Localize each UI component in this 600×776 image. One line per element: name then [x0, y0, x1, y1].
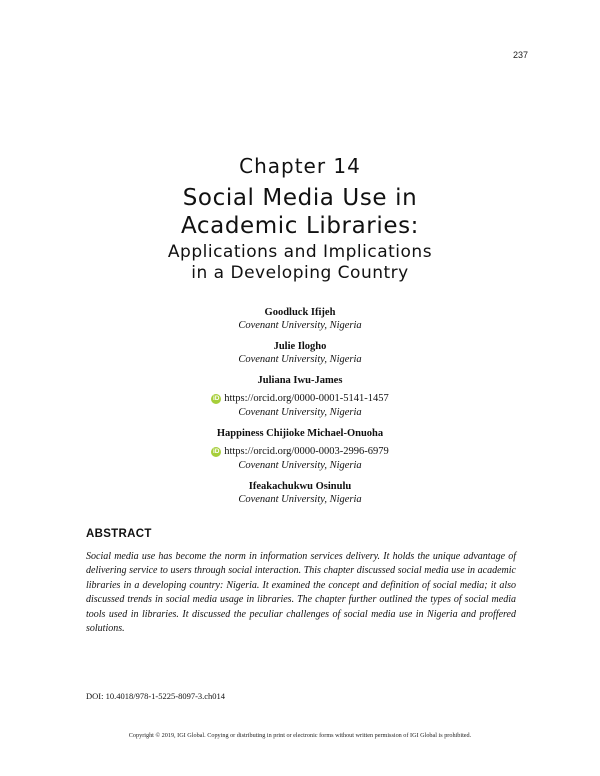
author-name: Ifeakachukwu Osinulu [248, 481, 352, 492]
chapter-subtitle [0, 242, 600, 284]
author-name: Julie Ilogho [273, 341, 327, 352]
author-affiliation: Covenant University, Nigeria [238, 320, 362, 331]
author-entry [0, 480, 600, 506]
author-entry [0, 374, 600, 419]
author-name: Juliana Iwu-James [257, 375, 343, 386]
orcid-icon: iD [212, 448, 220, 455]
copyright-notice: Copyright © 2019, IGI Global. Copying or distributing in print or electronic forms without written permission of IGI Global is prohibited. [128, 732, 472, 739]
chapter-heading [0, 152, 600, 284]
chapter-title [0, 184, 600, 240]
chapter-title-line-2: Academic Libraries: [180, 213, 420, 239]
author-affiliation: Covenant University, Nigeria [238, 460, 362, 471]
orcid-url[interactable]: https://orcid.org/0000-0003-2996-6979 [224, 446, 389, 457]
chapter-title-line-1: Social Media Use in [182, 185, 418, 211]
author-entry [0, 340, 600, 366]
chapter-subtitle-line-1: Applications and Implications [167, 242, 433, 262]
author-entry [0, 306, 600, 332]
page-number: 237 [512, 50, 528, 60]
author-list [0, 306, 600, 514]
doi: DOI: 10.4018/978-1-5225-8097-3.ch014 [86, 691, 226, 701]
orcid-link[interactable] [211, 445, 389, 459]
author-name: Goodluck Ifijeh [264, 307, 336, 318]
author-affiliation: Covenant University, Nigeria [238, 407, 362, 418]
chapter-subtitle-line-2: in a Developing Country [191, 263, 409, 283]
author-name: Happiness Chijioke Michael-Onuoha [216, 428, 384, 439]
abstract-text: Social media use has become the norm in information services delivery. It holds the unique advantage of delivering service to users through social interaction. This chapter discussed social media use in academic libraries in a developing country: Nigeria. It examined the concept and definition of social media; it also discussed trends in social media usage in libraries. The chapter further outlined the types of social media tools used in libraries. It discussed the peculiar challenges of social media use in Nigeria and proffered solutions. [86, 551, 516, 635]
author-affiliation: Covenant University, Nigeria [238, 354, 362, 365]
author-entry [0, 427, 600, 472]
orcid-url[interactable]: https://orcid.org/0000-0001-5141-1457 [224, 393, 389, 404]
chapter-label: Chapter 14 [239, 154, 361, 178]
author-affiliation: Covenant University, Nigeria [238, 494, 362, 505]
orcid-icon: iD [212, 395, 220, 402]
orcid-link[interactable] [211, 392, 389, 406]
abstract-heading: ABSTRACT [86, 528, 152, 540]
